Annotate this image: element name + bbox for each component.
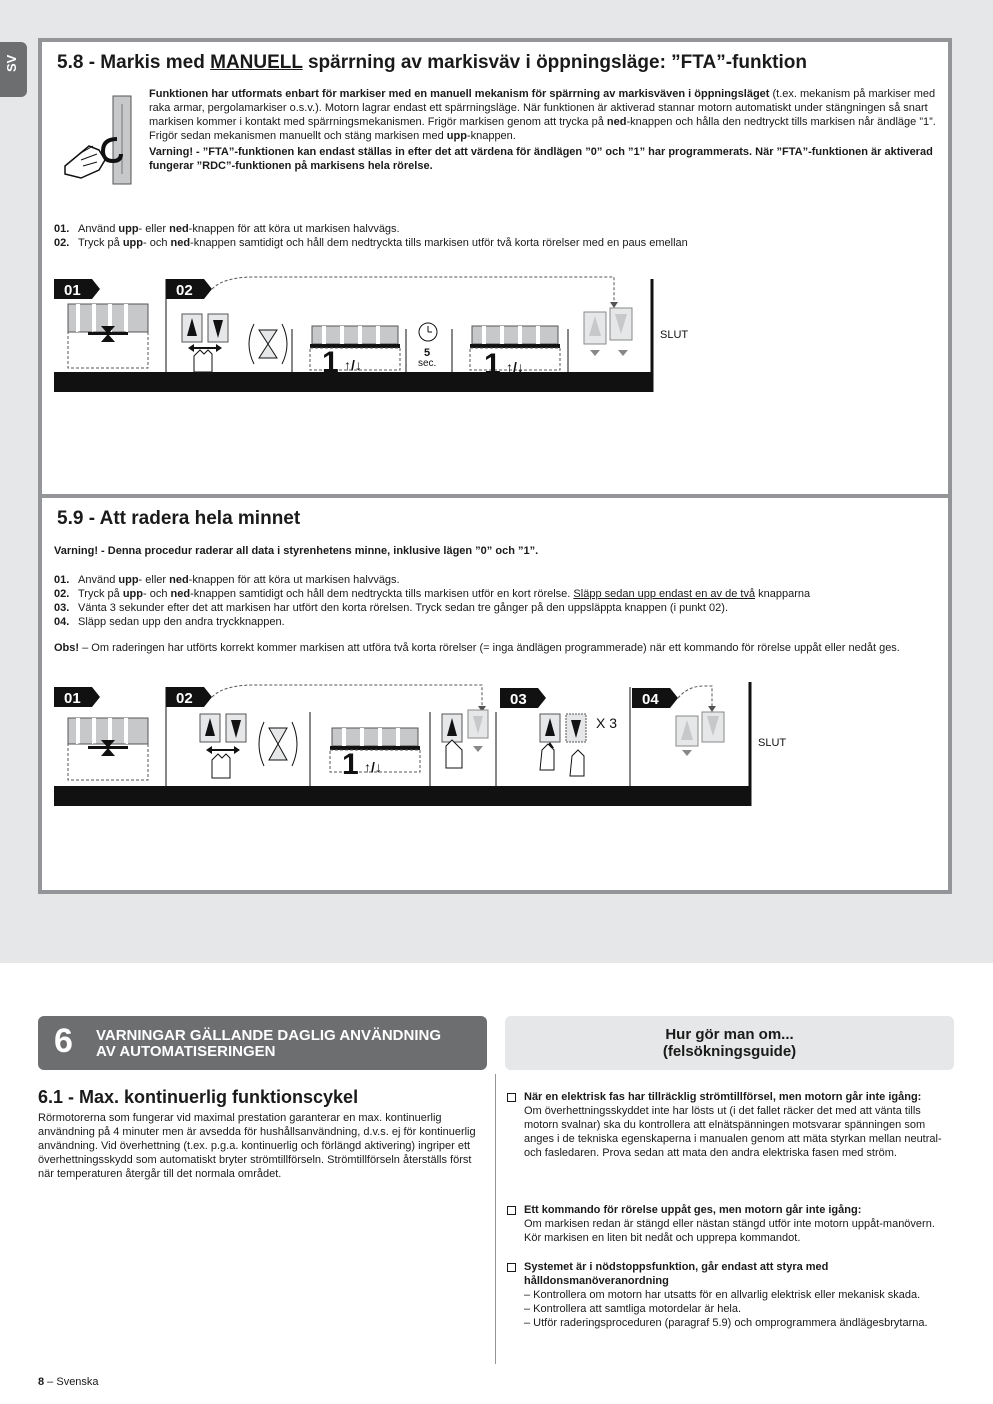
faq-item: Systemet är i nödstoppsfunktion, går endast att styra med hålldonsmanöveranordning – Kontrollera om motorn har utsatts för en allvarlig elektrisk eller mekanisk skada. – Kontrollera att samtliga motordelar är hela. – Utför raderingsproceduren (paragraf 5.9) och omprogrammera ändlägesbrytarna. <box>506 1260 954 1330</box>
subsection-body: Rörmotorerna som fungerar vid maximal prestation garanterar en max. kontinuerlig användning på 4 minuter men är avsedda för hushållsanvändning, d.v.s. ej för kontinuerlig användning. Vid överhettning (t.ex. p.g.a. kontinuerlig och förlängd aktivering) ingriper ett överhettningsskydd som automatiskt bryter strömtillförseln. Strömtillförseln återställs först när temperaturen återgår till det normala området. <box>38 1112 476 1180</box>
section-5-8 <box>38 38 952 498</box>
section-6-header <box>38 1016 487 1070</box>
step-label-01: 01 <box>64 690 81 707</box>
press-three-times-icon <box>540 714 617 776</box>
troubleshooting-header: Hur gör man om... (felsökningsguide) <box>505 1016 954 1070</box>
svg-text:↑/↓: ↑/↓ <box>506 359 524 375</box>
section-title: 5.8 - Markis med MANUELL spärrning av markisväv i öppningsläge: ”FTA”-funktion <box>57 52 807 73</box>
svg-text:↑/↓: ↑/↓ <box>344 357 362 373</box>
section-5-9 <box>38 494 952 894</box>
warning-text: Varning! - Denna procedur raderar all data i styrenhetens minne, inklusive lägen ”0” och ”1”. <box>54 545 539 557</box>
step-label-04: 04 <box>642 691 659 708</box>
intro-text: Funktionen har utformats enbart för markiser med en manuell mekanism för spärrning av markisväven i öppningsläget (t.ex. mekanism på markiser med raka armar, pergolamarkiser o.s.v.). Motorn lagrar endast ett spärrningsläge. När funktionen är aktiverad stannar motorn automatiskt under stängningen så snart markisen kommer i kontakt med spärrningsmekanismen. Frigör markisen genom att trycka på ned-knappen och hålla den nedtryckt tills markisen når ändläge ”1”. Frigör sedan mekanismen manuellt och stäng markisen med upp-knappen. Varning! - ”FTA”-funktionen kan endast ställas in efter det att värdena för ändlägen ”0” och ”1” har programmerats. När ”FTA”-funktionen är aktiverad fungerar ”RDC”-funktionen på markisens hela rörelse. <box>149 88 936 172</box>
step-label-01: 01 <box>64 282 81 299</box>
svg-text:1: 1 <box>484 348 501 381</box>
hourglass-icon <box>259 722 297 766</box>
section-title: 5.9 - Att radera hela minnet <box>57 508 301 529</box>
svg-text:X 3: X 3 <box>596 715 618 731</box>
faq-item: När en elektrisk fas har tillräcklig strömtillförsel, men motorn går inte igång: Om överhettningsskyddet inte har lösts ut (i det fallet räcker det med att vänta tills motorn svalnar) ska du kontrollera att elnätspänningen motsvarar spänningen som anges i de tekniska egenskaperna i manualen genom att mäta styrkan mellan neutral- och fasledaren. Prova sedan att mata den andra elektriska fasen med ström. <box>506 1090 954 1160</box>
hand-hook-icon <box>57 94 147 189</box>
page-footer: 8 – Svenska <box>38 1376 99 1388</box>
faq-item: Ett kommando för rörelse uppåt ges, men motorn går inte igång: Om markisen redan är stängd eller nästan stängd utför inte motorn uppåt-manövern. Kör markisen en liten bit nedåt och upprepa kommandot. <box>506 1203 954 1245</box>
press-up-button-icon <box>442 710 488 768</box>
step-label-02: 02 <box>176 690 193 707</box>
clock-icon <box>418 323 437 369</box>
up-down-buttons-icon <box>182 314 228 372</box>
svg-text:↑/↓: ↑/↓ <box>364 759 382 775</box>
steps-list <box>54 573 810 629</box>
step-item: 04. Släpp sedan upp den andra tryckknappen. <box>54 616 285 628</box>
svg-text:1: 1 <box>322 346 339 379</box>
step-item: 02. Tryck på upp- och ned-knappen samtidigt och håll dem nedtryckta tills markisen utför en kort rörelse. Släpp sedan upp endast en av de två knapparna <box>54 588 811 600</box>
released-buttons-icon <box>584 308 632 356</box>
awning-icon <box>68 718 148 780</box>
step-item: 01. Använd upp- eller ned-knappen för att köra ut markisen halvvägs. <box>54 223 400 235</box>
up-down-buttons-icon <box>200 714 246 778</box>
svg-text:5: 5 <box>424 347 431 359</box>
end-label: SLUT <box>660 329 689 341</box>
hourglass-icon <box>249 324 287 364</box>
section-number: 6 <box>54 1022 73 1060</box>
end-label: SLUT <box>758 737 787 749</box>
fta-diagram <box>54 274 714 404</box>
svg-text:1: 1 <box>342 748 359 781</box>
erase-diagram <box>54 682 814 812</box>
released-buttons-icon <box>676 712 724 756</box>
language-tab: SV <box>0 42 27 97</box>
awning-icon <box>310 326 400 379</box>
awning-icon <box>330 728 420 781</box>
step-item: 01. Använd upp- eller ned-knappen för att köra ut markisen halvvägs. <box>54 574 400 586</box>
subsection-title: 6.1 - Max. kontinuerlig funktionscykel <box>38 1087 359 1107</box>
obs-note: Obs! – Om raderingen har utförts korrekt kommer markisen att utföra två korta rörelser (= inga ändlägen programmerade) när ett kommando för rörelse uppåt eller nedåt ges. <box>54 642 900 654</box>
column-divider <box>495 1074 496 1364</box>
awning-icon <box>68 304 148 368</box>
step-label-03: 03 <box>510 691 527 708</box>
steps-list <box>54 222 688 250</box>
step-item: 03. Vänta 3 sekunder efter det att markisen har utfört den korta rörelsen. Tryck sedan tre gånger på den uppsläppta knappen (i punkt 02). <box>54 602 728 614</box>
svg-text:sec.: sec. <box>418 358 437 369</box>
section-6-title: VARNINGAR GÄLLANDE DAGLIG ANVÄNDNING AV AUTOMATISERINGEN <box>96 1027 441 1060</box>
step-item: 02. Tryck på upp- och ned-knappen samtidigt och håll dem nedtryckta tills markisen utför två korta rörelser med en paus emellan <box>54 237 688 249</box>
step-label-02: 02 <box>176 282 193 299</box>
